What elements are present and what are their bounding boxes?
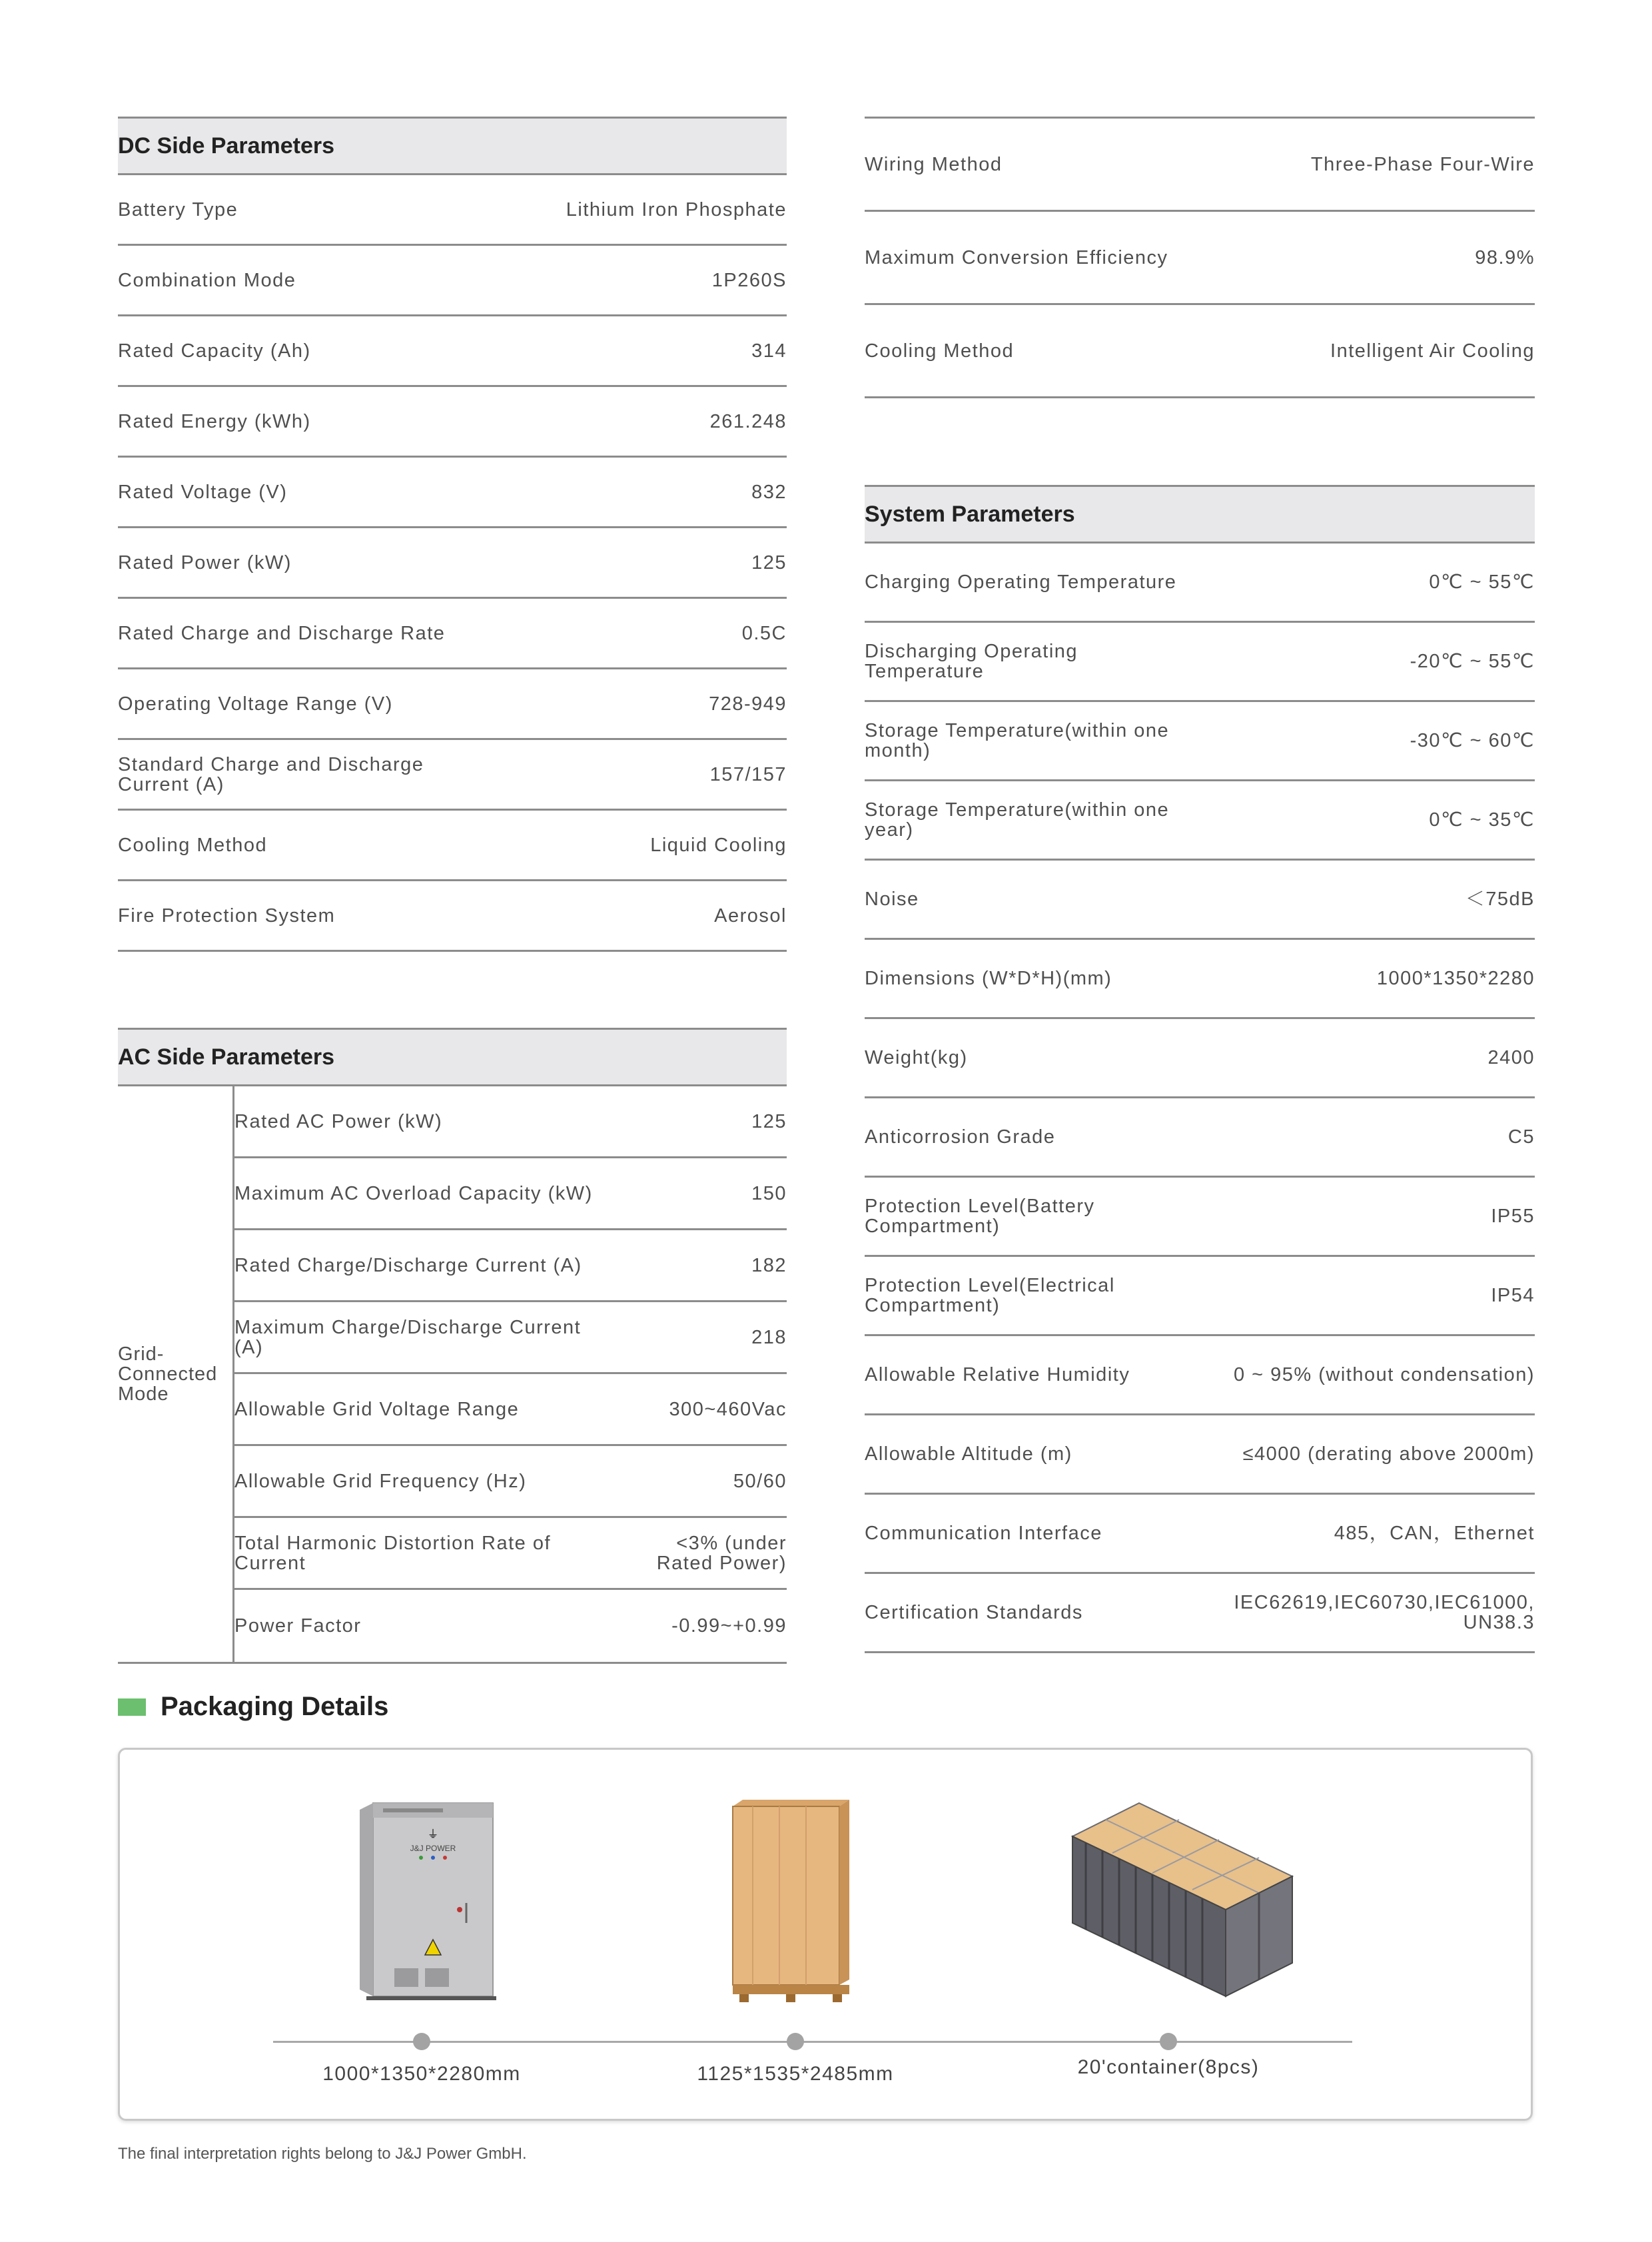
table-row (118, 458, 787, 528)
table-row (118, 881, 787, 952)
param-label: Anticorrosion Grade (865, 1126, 1056, 1148)
table-row (865, 940, 1535, 1019)
param-label: Rated Charge and Discharge Rate (118, 622, 446, 644)
packaging-panel (118, 1748, 1533, 2121)
param-label: Storage Temperature(within one month) (865, 720, 1170, 761)
param-label: Battery Type (118, 198, 238, 220)
param-value: 485，CAN，Ethernet (1334, 1523, 1535, 1544)
ac-section-header: AC Side Parameters (118, 1028, 787, 1086)
param-label: Fire Protection System (118, 905, 336, 927)
table-row (234, 1158, 787, 1230)
param-value: -30℃ ~ 60℃ (1410, 730, 1535, 751)
table-row (865, 702, 1535, 781)
param-value: 2400 (1487, 1047, 1535, 1068)
param-label: Standard Charge and Discharge Current (A) (118, 753, 424, 795)
ac-parameter-table (118, 1086, 787, 1664)
param-label: Allowable Altitude (m) (865, 1443, 1072, 1465)
left-column (118, 117, 787, 1664)
param-value: 728-949 (709, 693, 787, 715)
package-caption: 1125*1535*2485mm (697, 2063, 894, 2085)
param-value: 261.248 (709, 410, 787, 432)
param-value: 0.5C (741, 622, 787, 644)
table-row (865, 1574, 1535, 1653)
cabinet-logo-text: J&J POWER (410, 1844, 456, 1853)
param-label: Dimensions (W*D*H)(mm) (865, 968, 1112, 989)
param-value: Intelligent Air Cooling (1330, 340, 1535, 362)
param-label: Rated Energy (kWh) (118, 410, 311, 432)
shipping-container-image (1066, 1796, 1306, 2010)
param-label: Charging Operating Temperature (865, 571, 1177, 593)
param-value: 0℃ ~ 55℃ (1429, 571, 1535, 593)
param-label: Rated Voltage (V) (118, 481, 288, 503)
param-value: 182 (751, 1254, 787, 1276)
param-value: 314 (751, 340, 787, 362)
table-row (865, 119, 1535, 212)
param-value: 832 (751, 481, 787, 503)
param-value: 300~460Vac (669, 1398, 787, 1420)
table-row (865, 1495, 1535, 1574)
table-row (865, 305, 1535, 398)
param-value: 125 (751, 1110, 787, 1132)
dc-section-header: DC Side Parameters (118, 117, 787, 175)
param-label: Rated Power (kW) (118, 552, 292, 573)
param-value: Three-Phase Four-Wire (1310, 153, 1535, 175)
table-row (865, 1336, 1535, 1415)
param-value: 50/60 (733, 1470, 787, 1492)
param-label: Power Factor (234, 1615, 362, 1637)
table-row (865, 623, 1535, 702)
param-value: IP54 (1491, 1285, 1535, 1306)
param-label: Rated Capacity (Ah) (118, 340, 311, 362)
param-value: 98.9% (1475, 246, 1535, 268)
param-label: Cooling Method (118, 834, 268, 856)
svg-text:⏚: ⏚ (427, 1829, 439, 1840)
table-row (865, 544, 1535, 623)
param-label: Rated AC Power (kW) (234, 1110, 443, 1132)
param-value: ＜75dB (1465, 889, 1535, 910)
param-value: <3% (under Rated Power) (656, 1532, 787, 1574)
param-value: 157/157 (709, 763, 787, 785)
right-column (865, 117, 1535, 1653)
param-value: 0 ~ 95% (without condensation) (1233, 1364, 1535, 1385)
table-row (865, 1257, 1535, 1336)
param-value: IEC62619,IEC60730,IEC61000, UN38.3 (1234, 1592, 1535, 1633)
table-row (118, 387, 787, 458)
table-row (865, 1098, 1535, 1178)
param-label: Maximum AC Overload Capacity (kW) (234, 1182, 593, 1204)
timeline-dot (1160, 2033, 1177, 2050)
param-label: Certification Standards (865, 1602, 1083, 1623)
table-row (118, 246, 787, 316)
cabinet-image (346, 1790, 506, 2003)
table-row (865, 1178, 1535, 1257)
timeline-line (273, 2041, 1352, 2043)
system-section (865, 485, 1535, 1653)
param-value: 125 (751, 552, 787, 573)
param-label: Rated Charge/Discharge Current (A) (234, 1254, 582, 1276)
table-row (118, 669, 787, 740)
param-value: ≤4000 (derating above 2000m) (1242, 1443, 1535, 1465)
param-value: 218 (751, 1326, 787, 1348)
param-value: 1P260S (711, 269, 787, 291)
param-label: Communication Interface (865, 1523, 1102, 1544)
param-label: Cooling Method (865, 340, 1015, 362)
param-value: 150 (751, 1182, 787, 1204)
timeline-dot (413, 2033, 430, 2050)
packaging-title: Packaging Details (161, 1692, 389, 1721)
param-label: Weight(kg) (865, 1047, 968, 1068)
param-label: Noise (865, 889, 919, 910)
table-row (234, 1446, 787, 1518)
table-row (234, 1302, 787, 1374)
timeline-dot (787, 2033, 804, 2050)
param-label: Storage Temperature(within one year) (865, 799, 1170, 841)
dc-parameter-table (118, 175, 787, 952)
param-label: Protection Level(Electrical Compartment) (865, 1275, 1115, 1316)
ac-section (118, 1028, 787, 1664)
param-label: Maximum Conversion Efficiency (865, 246, 1168, 268)
param-label: Discharging Operating Temperature (865, 641, 1078, 682)
packaging-heading (118, 1692, 388, 1722)
package-caption: 1000*1350*2280mm (322, 2063, 521, 2085)
param-label: Operating Voltage Range (V) (118, 693, 393, 715)
system-parameter-table (865, 544, 1535, 1653)
param-value: Lithium Iron Phosphate (566, 198, 787, 220)
table-row (118, 528, 787, 599)
table-row (865, 1415, 1535, 1495)
wooden-crate-image (706, 1793, 866, 2006)
system-section-header: System Parameters (865, 485, 1535, 544)
table-row (234, 1374, 787, 1446)
param-value: Aerosol (714, 905, 787, 927)
param-value: 1000*1350*2280 (1376, 968, 1535, 989)
table-row (865, 1019, 1535, 1098)
param-value: Liquid Cooling (650, 834, 787, 856)
table-row (118, 175, 787, 246)
table-row (234, 1518, 787, 1590)
param-value: IP55 (1491, 1206, 1535, 1227)
table-row (865, 781, 1535, 861)
converter-parameter-table (865, 117, 1535, 398)
table-row (118, 316, 787, 387)
table-row (865, 861, 1535, 940)
param-label: Combination Mode (118, 269, 296, 291)
package-caption: 20'container(8pcs) (1077, 2056, 1260, 2078)
param-value: 0℃ ~ 35℃ (1429, 809, 1535, 831)
param-value: -0.99~+0.99 (671, 1615, 787, 1637)
param-label: Allowable Grid Frequency (Hz) (234, 1470, 527, 1492)
param-label: Wiring Method (865, 153, 1003, 175)
table-row (865, 212, 1535, 305)
table-row (234, 1230, 787, 1302)
table-row (234, 1086, 787, 1158)
param-label: Allowable Relative Humidity (865, 1364, 1130, 1385)
table-row (234, 1590, 787, 1662)
param-label: Maximum Charge/Discharge Current (A) (234, 1316, 582, 1358)
param-label: Protection Level(Battery Compartment) (865, 1196, 1095, 1237)
table-row (118, 740, 787, 811)
grid-connected-mode-label: Grid-Connected Mode (118, 1086, 234, 1662)
footer-note: The final interpretation rights belong to J&J Power GmbH. (118, 2145, 527, 2163)
param-label: Total Harmonic Distortion Rate of Current (234, 1532, 551, 1574)
param-label: Allowable Grid Voltage Range (234, 1398, 520, 1420)
table-row (118, 599, 787, 669)
green-square-icon (118, 1698, 146, 1716)
param-value: -20℃ ~ 55℃ (1410, 651, 1535, 672)
param-value: C5 (1507, 1126, 1535, 1148)
table-row (118, 811, 787, 881)
